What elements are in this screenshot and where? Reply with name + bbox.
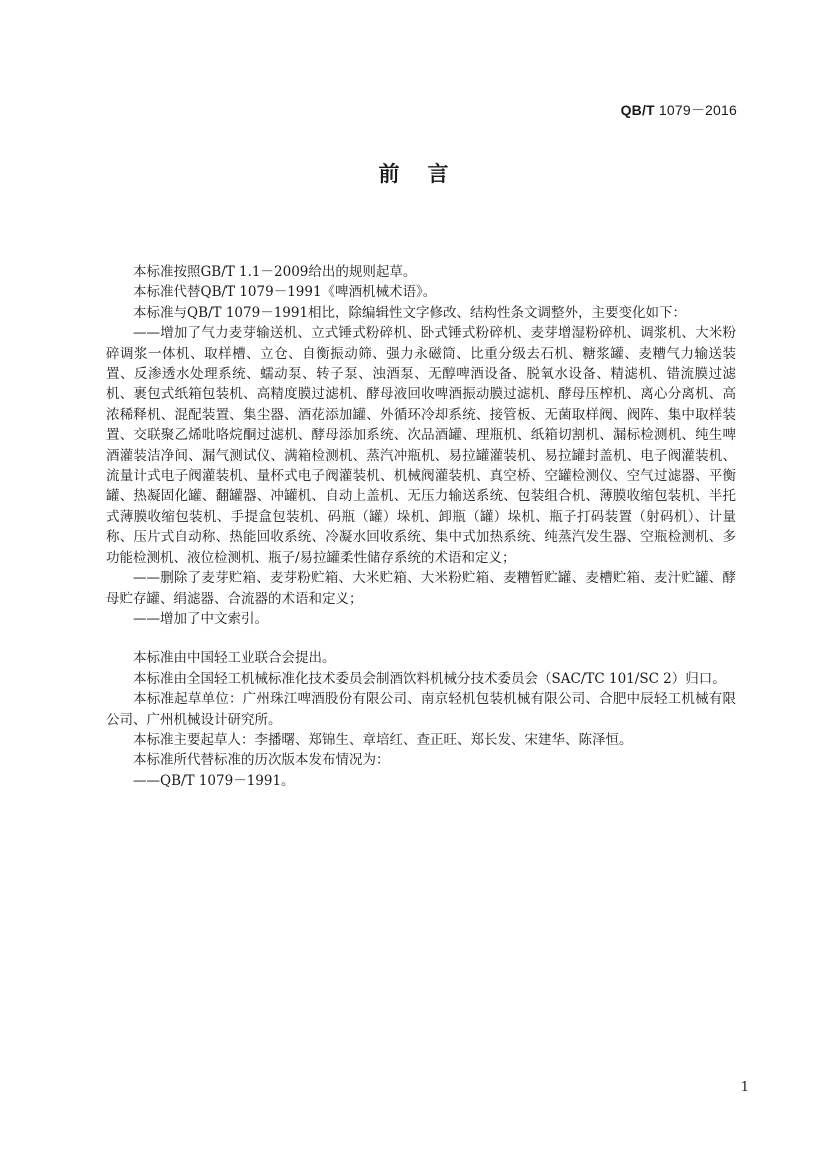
page-title: 前言 xyxy=(378,161,477,186)
history-item: ——QB/T 1079－1991。 xyxy=(133,772,295,789)
paragraph-drafting-units: 本标准起草单位：广州珠江啤酒股份有限公司、南京轻机包装机械有限公司、合肥中辰轻工机械有限公司、广州机械设计研究所。 xyxy=(106,691,736,728)
standard-number: 1079－2016 xyxy=(658,102,737,118)
change-item-added-index: ——增加了中文索引。 xyxy=(133,610,268,627)
paragraph-proposed-by: 本标准由中国轻工业联合会提出。 xyxy=(133,650,336,667)
change-item-deleted-terms: ——删除了麦芽贮箱、麦芽粉贮箱、大米贮箱、大米粉贮箱、麦糟暂贮罐、麦槽贮箱、麦汁贮罐、酵母贮存罐、绢滤器、合流器的术语和定义； xyxy=(106,570,736,607)
paragraph-gap xyxy=(106,629,736,648)
paragraph-replaces: 本标准代替QB/T 1079－1991《啤酒机械术语》。 xyxy=(133,284,437,301)
standard-code xyxy=(621,100,737,120)
paragraph-drafters: 本标准主要起草人：李播曙、郑锦生、章培红、查正旺、郑长发、宋建华、陈泽恒。 xyxy=(133,731,633,748)
standard-prefix: QB/T xyxy=(620,102,655,118)
paragraph-changes-intro: 本标准与QB/T 1079－1991相比，除编辑性文字修改、结构性条文调整外，主要变化如下： xyxy=(133,304,687,321)
paragraph-drafting-rules: 本标准按照GB/T 1.1－2009给出的规则起草。 xyxy=(133,264,417,280)
change-item-added-terms: ——增加了气力麦芽输送机、立式锤式粉碎机、卧式锤式粉碎机、麦芽增湿粉碎机、调浆机、大米粉碎调浆一体机、取样槽、立仓、自衡振动筛、强力永磁筒、比重分级去石机、糖浆罐、麦糟气力输送装置、反渗透水处理系统、蠕动泵、转子泵、浊酒泵、无醇啤酒设备、脱氧水设备、精滤机、错流膜过滤机、裹包式纸箱包装机、高精度膜过滤机、酵母液回收啤酒振动膜过滤机、酵母压榨机、离心分离机、高浓稀释机、混配装置、集尘器、酒花添加罐、外循环冷却系统、接管板、无菌取样阀、阀阵、集中取样装置、交联聚乙烯吡咯烷酮过滤机、酵母添加系统、次品酒罐、理瓶机、纸箱切割机、漏标检测机、纯生啤酒灌装洁净间、漏气测试仪、满箱检测机、蒸汽冲瓶机、易拉罐灌装机、易拉罐封盖机、电子阀灌装机、流量计式电子阀灌装机、量杯式电子阀灌装机、机械阀灌装机、真空桥、空罐检测仪、空气过滤器、平衡罐、热凝固化罐、翻罐器、冲罐机、自动上盖机、无压力输送系统、包装组合机、薄膜收缩包装机、半托式薄膜收缩包装机、手提盒包装机、码瓶（罐）垛机、卸瓶（罐）垛机、瓶子打码装置（射码机）、计量称、压片式自动称、热能回收系统、冷凝水回收系统、集中式加热系统、纯蒸汽发生器、空瓶检测机、多功能检测机、液位检测机、瓶子/易拉罐柔性储存系统的术语和定义； xyxy=(106,325,736,566)
page-number: 1 xyxy=(740,1080,749,1095)
paragraph-centralized-by: 本标准由全国轻工机械标准化技术委员会制酒饮料机械分技术委员会（SAC/TC 101/SC 2）归口。 xyxy=(133,670,726,687)
paragraph-history-intro: 本标准所代替标准的历次版本发布情况为： xyxy=(133,752,390,769)
document-body xyxy=(106,262,736,791)
